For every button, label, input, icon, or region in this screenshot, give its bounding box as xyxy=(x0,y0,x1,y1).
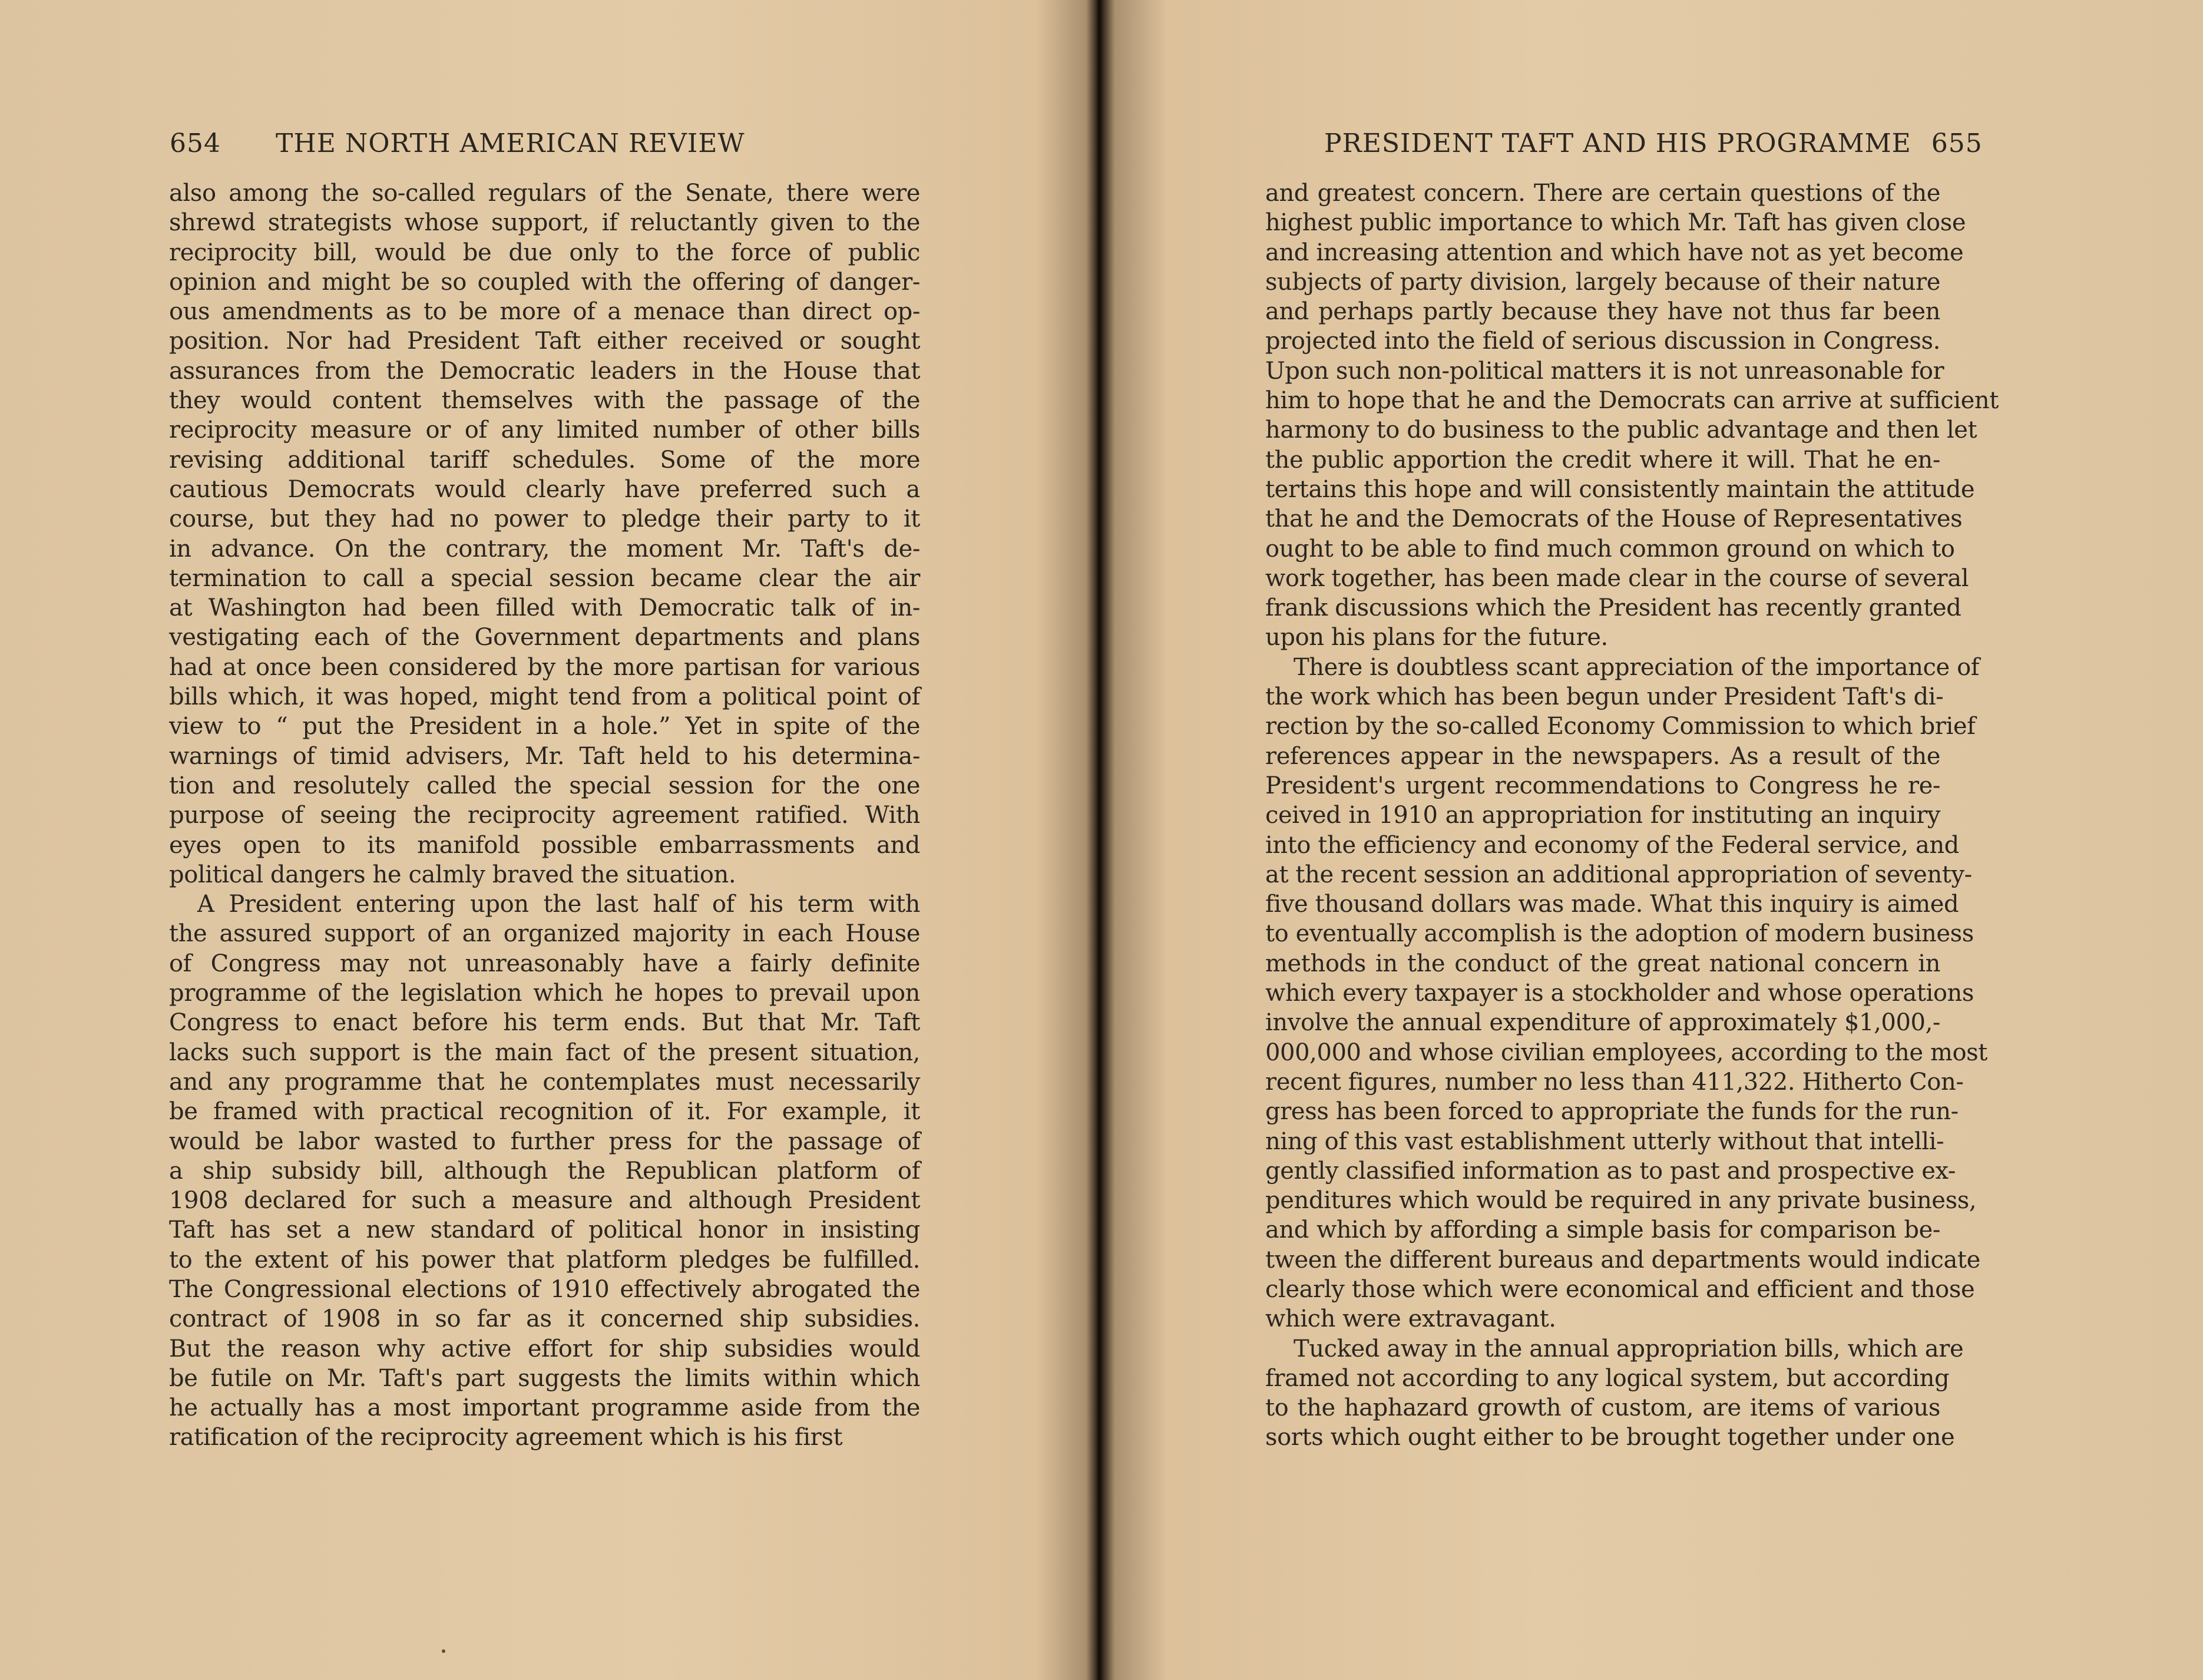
text-line: into the efficiency and economy of the Federal service, and xyxy=(1265,831,1959,859)
text-line: cautious Democrats would clearly have preferred such a xyxy=(169,475,920,503)
text-line: But the reason why active effort for ship subsidies would xyxy=(169,1335,920,1362)
text-line: involve the annual expenditure of approximately $1,000,- xyxy=(1265,1009,1940,1037)
right-running-head-title: PRESIDENT TAFT AND HIS PROGRAMME xyxy=(1324,128,1911,158)
text-line: There is doubtless scant appreciation of the importance of xyxy=(1294,653,1980,681)
text-line: ous amendments as to be more of a menace than direct op- xyxy=(169,298,920,326)
text-line: and which by affording a simple basis for comparison be- xyxy=(1265,1216,1940,1244)
text-line: shrewd strategists whose support, if reluctantly given to the xyxy=(169,209,920,237)
text-line: programme of the legislation which he hopes to prevail upon xyxy=(169,980,920,1007)
text-line: five thousand dollars was made. What this inquiry is aimed xyxy=(1265,891,1959,918)
text-line: clearly those which were economical and efficient and those xyxy=(1265,1275,1975,1303)
text-line: would be labor wasted to further press for the passage of xyxy=(169,1127,920,1155)
right-page xyxy=(1102,0,2203,1680)
text-line: assurances from the Democratic leaders in the House that xyxy=(169,357,920,385)
text-line: The Congressional elections of 1910 effectively abrogated the xyxy=(169,1275,920,1303)
text-line: the work which has been begun under President Taft's di- xyxy=(1265,683,1944,711)
left-page xyxy=(0,0,1091,1680)
text-line: 000,000 and whose civilian employees, according to the most xyxy=(1265,1039,1987,1066)
text-line: Upon such non-political matters it is not unreasonable for xyxy=(1265,357,1944,385)
text-line: recent figures, number no less than 411,322. Hitherto Con- xyxy=(1265,1068,1964,1096)
text-line: ning of this vast establishment utterly without that intelli- xyxy=(1265,1127,1944,1155)
text-line: projected into the field of serious discussion in Congress. xyxy=(1265,328,1940,355)
left-running-head xyxy=(170,128,921,158)
right-body-text xyxy=(1265,178,1999,1453)
text-line: ceived in 1910 an appropriation for instituting an inquiry xyxy=(1265,802,1940,829)
text-line: methods in the conduct of the great national concern in xyxy=(1265,950,1940,977)
text-line: vestigating each of the Government departments and plans xyxy=(169,624,920,652)
text-line: also among the so-called regulars of the Senate, there were xyxy=(169,180,920,207)
text-line: they would content themselves with the passage of the xyxy=(169,387,920,415)
text-line: eyes open to its manifold possible embarrassments and xyxy=(169,831,920,859)
text-line: tween the different bureaus and departments would indicate xyxy=(1265,1246,1980,1274)
text-line: reciprocity bill, would be due only to the force of public xyxy=(169,239,920,266)
text-line: 1908 declared for such a measure and although President xyxy=(169,1187,920,1215)
text-line: references appear in the newspapers. As a result of the xyxy=(1265,742,1940,770)
text-line: ratification of the reciprocity agreement which is his first xyxy=(169,1424,843,1451)
text-line: the assured support of an organized majority in each House xyxy=(169,920,920,948)
text-line: work together, has been made clear in the course of several xyxy=(1265,564,1969,592)
text-line: purpose of seeing the reciprocity agreement ratified. With xyxy=(169,802,920,829)
text-line: to the extent of his power that platform pledges be fulfilled. xyxy=(169,1246,920,1274)
text-line: which were extravagant. xyxy=(1265,1305,1556,1333)
text-line: Congress to enact before his term ends. But that Mr. Taft xyxy=(169,1009,920,1037)
text-line: he actually has a most important programme aside from the xyxy=(169,1394,920,1422)
text-line: had at once been considered by the more partisan for various xyxy=(169,653,920,681)
text-line: in advance. On the contrary, the moment Mr. Taft's de- xyxy=(169,535,920,563)
text-line: to eventually accomplish is the adoption of modern business xyxy=(1265,920,1974,948)
text-line: gress has been forced to appropriate the funds for the run- xyxy=(1265,1098,1959,1126)
left-page-number: 654 xyxy=(170,128,221,158)
text-line: Tucked away in the annual appropriation bills, which are xyxy=(1294,1335,1964,1362)
text-line: ought to be able to find much common ground on which to xyxy=(1265,535,1955,563)
text-line: bills which, it was hoped, might tend from a political point of xyxy=(169,683,920,711)
text-line: tion and resolutely called the special session for the one xyxy=(169,772,920,799)
text-line: him to hope that he and the Democrats can arrive at sufficient xyxy=(1265,387,1999,415)
text-line: framed not according to any logical system, but according xyxy=(1265,1364,1950,1392)
text-line: at Washington had been filled with Democratic talk of in- xyxy=(169,594,920,622)
text-line: and any programme that he contemplates must necessarily xyxy=(169,1068,920,1096)
text-line: political dangers he calmly braved the situation. xyxy=(169,861,736,888)
text-line: of Congress may not unreasonably have a fairly definite xyxy=(169,950,920,977)
text-line: a ship subsidy bill, although the Republican platform of xyxy=(169,1157,920,1185)
text-line: Taft has set a new standard of political honor in insisting xyxy=(169,1216,920,1244)
text-line: gently classified information as to past and prospective ex- xyxy=(1265,1157,1956,1185)
text-line: view to “ put the President in a hole.” Yet in spite of the xyxy=(169,713,920,740)
text-line: reciprocity measure or of any limited number of other bills xyxy=(169,416,920,444)
text-line: position. Nor had President Taft either received or sought xyxy=(169,328,920,355)
right-running-head xyxy=(1324,128,1983,158)
text-line: lacks such support is the main fact of the present situation, xyxy=(169,1039,920,1066)
text-line: upon his plans for the future. xyxy=(1265,624,1608,652)
text-line: and perhaps partly because they have not thus far been xyxy=(1265,298,1940,326)
text-line: highest public importance to which Mr. Taft has given close xyxy=(1265,209,1966,237)
text-line: and greatest concern. There are certain questions of the xyxy=(1265,180,1940,207)
left-running-head-title: THE NORTH AMERICAN REVIEW xyxy=(276,128,745,158)
text-line: be futile on Mr. Taft's part suggests the limits within which xyxy=(169,1364,920,1392)
left-body-text xyxy=(169,178,920,1453)
text-line: contract of 1908 in so far as it concerned ship subsidies. xyxy=(169,1305,920,1333)
text-line: the public apportion the credit where it will. That he en- xyxy=(1265,446,1940,474)
text-line: course, but they had no power to pledge their party to it xyxy=(169,505,920,533)
text-line: harmony to do business to the public advantage and then let xyxy=(1265,416,1977,444)
text-line: rection by the so-called Economy Commission to which brief xyxy=(1265,713,1976,740)
text-line: termination to call a special session became clear the air xyxy=(169,564,920,592)
text-line: and increasing attention and which have not as yet become xyxy=(1265,239,1964,266)
text-line: penditures which would be required in any private business, xyxy=(1265,1187,1977,1215)
text-line: revising additional tariff schedules. Some of the more xyxy=(169,446,920,474)
text-line: President's urgent recommendations to Congress he re- xyxy=(1265,772,1940,799)
text-line: A President entering upon the last half of his term with xyxy=(197,891,920,918)
text-line: frank discussions which the President has recently granted xyxy=(1265,594,1961,622)
text-line: at the recent session an additional appropriation of seventy- xyxy=(1265,861,1972,888)
text-line: that he and the Democrats of the House of Representatives xyxy=(1265,505,1963,533)
text-line: sorts which ought either to be brought together under one xyxy=(1265,1424,1955,1451)
text-line: be framed with practical recognition of it. For example, it xyxy=(169,1098,920,1126)
text-line: subjects of party division, largely because of their nature xyxy=(1265,268,1940,296)
print-speck xyxy=(442,1649,445,1653)
text-line: opinion and might be so coupled with the offering of danger- xyxy=(169,268,920,296)
text-line: to the haphazard growth of custom, are items of various xyxy=(1265,1394,1940,1422)
text-line: warnings of timid advisers, Mr. Taft held to his determina- xyxy=(169,742,920,770)
text-line: which every taxpayer is a stockholder and whose operations xyxy=(1265,980,1974,1007)
right-page-number: 655 xyxy=(1931,128,1983,158)
text-line: tertains this hope and will consistently maintain the attitude xyxy=(1265,475,1975,503)
